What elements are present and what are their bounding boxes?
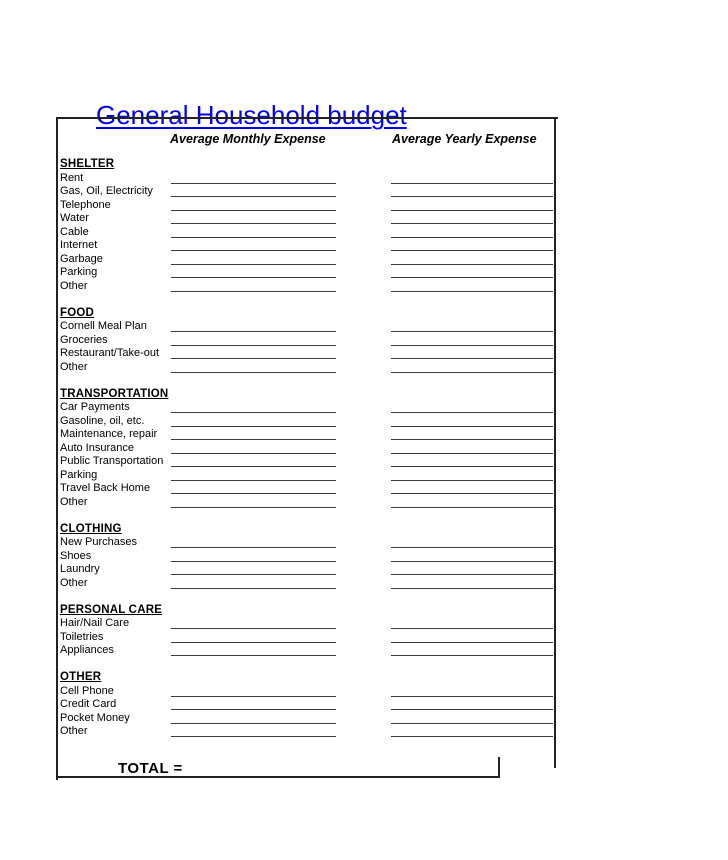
monthly-expense-blank[interactable] — [171, 331, 336, 332]
row-label: Other — [60, 360, 88, 373]
yearly-expense-blank[interactable] — [391, 426, 553, 427]
budget-row — [0, 212, 728, 226]
budget-row — [0, 280, 728, 294]
budget-row — [0, 698, 728, 712]
monthly-expense-blank[interactable] — [171, 183, 336, 184]
page-title: General Household budget — [96, 100, 407, 131]
budget-row — [0, 185, 728, 199]
yearly-expense-blank[interactable] — [391, 264, 553, 265]
yearly-expense-blank[interactable] — [391, 628, 553, 629]
row-label: Other — [60, 495, 88, 508]
row-label: Water — [60, 212, 89, 224]
budget-row — [0, 415, 728, 429]
monthly-expense-blank[interactable] — [171, 493, 336, 494]
budget-row — [0, 253, 728, 267]
monthly-expense-blank[interactable] — [171, 345, 336, 346]
row-label: Rent — [60, 171, 84, 184]
monthly-expense-blank[interactable] — [171, 412, 336, 413]
budget-row — [0, 577, 728, 591]
monthly-expense-blank[interactable] — [171, 426, 336, 427]
section-spacer — [0, 293, 728, 307]
yearly-expense-blank[interactable] — [391, 277, 553, 278]
monthly-expense-blank[interactable] — [171, 736, 336, 737]
row-label: Cornell Meal Plan — [60, 320, 147, 332]
budget-row — [0, 725, 728, 739]
budget-row — [0, 550, 728, 564]
row-label: Travel Back Home — [60, 482, 151, 494]
yearly-expense-blank[interactable] — [391, 709, 553, 710]
yearly-expense-blank[interactable] — [391, 642, 553, 643]
monthly-expense-blank[interactable] — [171, 696, 336, 697]
monthly-expense-blank[interactable] — [171, 547, 336, 548]
form-box-bottom-stub — [498, 757, 500, 778]
monthly-expense-blank[interactable] — [171, 655, 336, 656]
yearly-expense-blank[interactable] — [391, 291, 553, 292]
monthly-expense-blank[interactable] — [171, 277, 336, 278]
monthly-expense-blank[interactable] — [171, 507, 336, 508]
yearly-expense-blank[interactable] — [391, 723, 553, 724]
budget-row — [0, 455, 728, 469]
row-label: Internet — [60, 239, 98, 251]
budget-row — [0, 347, 728, 361]
yearly-expense-blank[interactable] — [391, 655, 553, 656]
yearly-expense-blank[interactable] — [391, 210, 553, 211]
monthly-expense-blank[interactable] — [171, 561, 336, 562]
monthly-expense-blank[interactable] — [171, 210, 336, 211]
row-label: New Purchases — [60, 536, 138, 548]
monthly-expense-blank[interactable] — [171, 588, 336, 589]
budget-row — [0, 428, 728, 442]
row-label: Cell Phone — [60, 684, 114, 697]
yearly-expense-blank[interactable] — [391, 250, 553, 251]
yearly-expense-blank[interactable] — [391, 574, 553, 575]
budget-rows — [0, 158, 728, 739]
row-label: Parking — [60, 266, 98, 278]
monthly-expense-blank[interactable] — [171, 358, 336, 359]
section-spacer — [0, 374, 728, 388]
row-label: Maintenance, repair — [60, 428, 158, 440]
yearly-expense-blank[interactable] — [391, 196, 553, 197]
budget-row — [0, 172, 728, 186]
budget-row — [0, 320, 728, 334]
section-heading: PERSONAL CARE — [60, 603, 163, 616]
budget-row — [0, 334, 728, 348]
yearly-expense-blank[interactable] — [391, 493, 553, 494]
section-heading: SHELTER — [60, 158, 115, 170]
yearly-expense-blank[interactable] — [391, 453, 553, 454]
budget-section — [0, 604, 728, 658]
column-header-yearly: Average Yearly Expense — [392, 132, 537, 146]
row-label: Public Transportation — [60, 455, 164, 467]
row-label: Toiletries — [60, 630, 104, 643]
monthly-expense-blank[interactable] — [171, 628, 336, 629]
row-label: Telephone — [60, 198, 111, 211]
yearly-expense-blank[interactable] — [391, 412, 553, 413]
row-label: Restaurant/Take-out — [60, 347, 160, 359]
budget-row — [0, 563, 728, 577]
budget-row — [0, 199, 728, 213]
yearly-expense-blank[interactable] — [391, 561, 553, 562]
budget-row — [0, 361, 728, 375]
budget-section — [0, 307, 728, 375]
row-label: Cable — [60, 225, 89, 238]
budget-row — [0, 631, 728, 645]
yearly-expense-blank[interactable] — [391, 507, 553, 508]
monthly-expense-blank[interactable] — [171, 642, 336, 643]
yearly-expense-blank[interactable] — [391, 358, 553, 359]
section-spacer — [0, 658, 728, 672]
yearly-expense-blank[interactable] — [391, 237, 553, 238]
row-label: Groceries — [60, 333, 108, 346]
row-label: Gasoline, oil, etc. — [60, 414, 145, 427]
row-label: Other — [60, 279, 88, 292]
yearly-expense-blank[interactable] — [391, 547, 553, 548]
budget-row — [0, 482, 728, 496]
budget-row — [0, 685, 728, 699]
yearly-expense-blank[interactable] — [391, 696, 553, 697]
yearly-expense-blank[interactable] — [391, 345, 553, 346]
section-heading: CLOTHING — [60, 522, 122, 535]
row-label: Parking — [60, 468, 98, 481]
yearly-expense-blank[interactable] — [391, 480, 553, 481]
yearly-expense-blank[interactable] — [391, 466, 553, 467]
section-heading: TRANSPORTATION — [60, 387, 169, 400]
budget-row — [0, 442, 728, 456]
row-label: Car Payments — [60, 401, 130, 413]
monthly-expense-blank[interactable] — [171, 250, 336, 251]
yearly-expense-blank[interactable] — [391, 736, 553, 737]
monthly-expense-blank[interactable] — [171, 264, 336, 265]
budget-row — [0, 644, 728, 658]
budget-row — [0, 266, 728, 280]
monthly-expense-blank[interactable] — [171, 439, 336, 440]
yearly-expense-blank[interactable] — [391, 372, 553, 373]
monthly-expense-blank[interactable] — [171, 466, 336, 467]
monthly-expense-blank[interactable] — [171, 574, 336, 575]
monthly-expense-blank[interactable] — [171, 237, 336, 238]
yearly-expense-blank[interactable] — [391, 223, 553, 224]
monthly-expense-blank[interactable] — [171, 372, 336, 373]
row-label: Other — [60, 576, 88, 589]
budget-row — [0, 469, 728, 483]
budget-row — [0, 712, 728, 726]
row-label: Other — [60, 725, 88, 737]
budget-row — [0, 496, 728, 510]
budget-row — [0, 239, 728, 253]
row-label: Shoes — [60, 549, 92, 562]
row-label: Laundry — [60, 563, 100, 575]
row-label: Credit Card — [60, 698, 117, 710]
row-label: Hair/Nail Care — [60, 617, 130, 629]
total-label: TOTAL = — [118, 760, 183, 777]
row-label: Garbage — [60, 252, 103, 265]
budget-row — [0, 226, 728, 240]
monthly-expense-blank[interactable] — [171, 223, 336, 224]
yearly-expense-blank[interactable] — [391, 439, 553, 440]
row-label: Auto Insurance — [60, 441, 134, 454]
monthly-expense-blank[interactable] — [171, 291, 336, 292]
row-label: Appliances — [60, 644, 114, 656]
budget-section — [0, 671, 728, 739]
monthly-expense-blank[interactable] — [171, 480, 336, 481]
budget-section — [0, 388, 728, 510]
budget-row — [0, 617, 728, 631]
budget-section — [0, 158, 728, 293]
row-label: Gas, Oil, Electricity — [60, 185, 153, 197]
column-header-monthly: Average Monthly Expense — [170, 132, 326, 146]
monthly-expense-blank[interactable] — [171, 196, 336, 197]
budget-section — [0, 523, 728, 591]
yearly-expense-blank[interactable] — [391, 183, 553, 184]
row-label: Pocket Money — [60, 711, 130, 724]
monthly-expense-blank[interactable] — [171, 453, 336, 454]
monthly-expense-blank[interactable] — [171, 709, 336, 710]
section-spacer — [0, 590, 728, 604]
section-heading: FOOD — [60, 306, 95, 319]
budget-row — [0, 401, 728, 415]
monthly-expense-blank[interactable] — [171, 723, 336, 724]
section-spacer — [0, 509, 728, 523]
budget-row — [0, 536, 728, 550]
section-heading: OTHER — [60, 671, 102, 683]
yearly-expense-blank[interactable] — [391, 331, 553, 332]
yearly-expense-blank[interactable] — [391, 588, 553, 589]
